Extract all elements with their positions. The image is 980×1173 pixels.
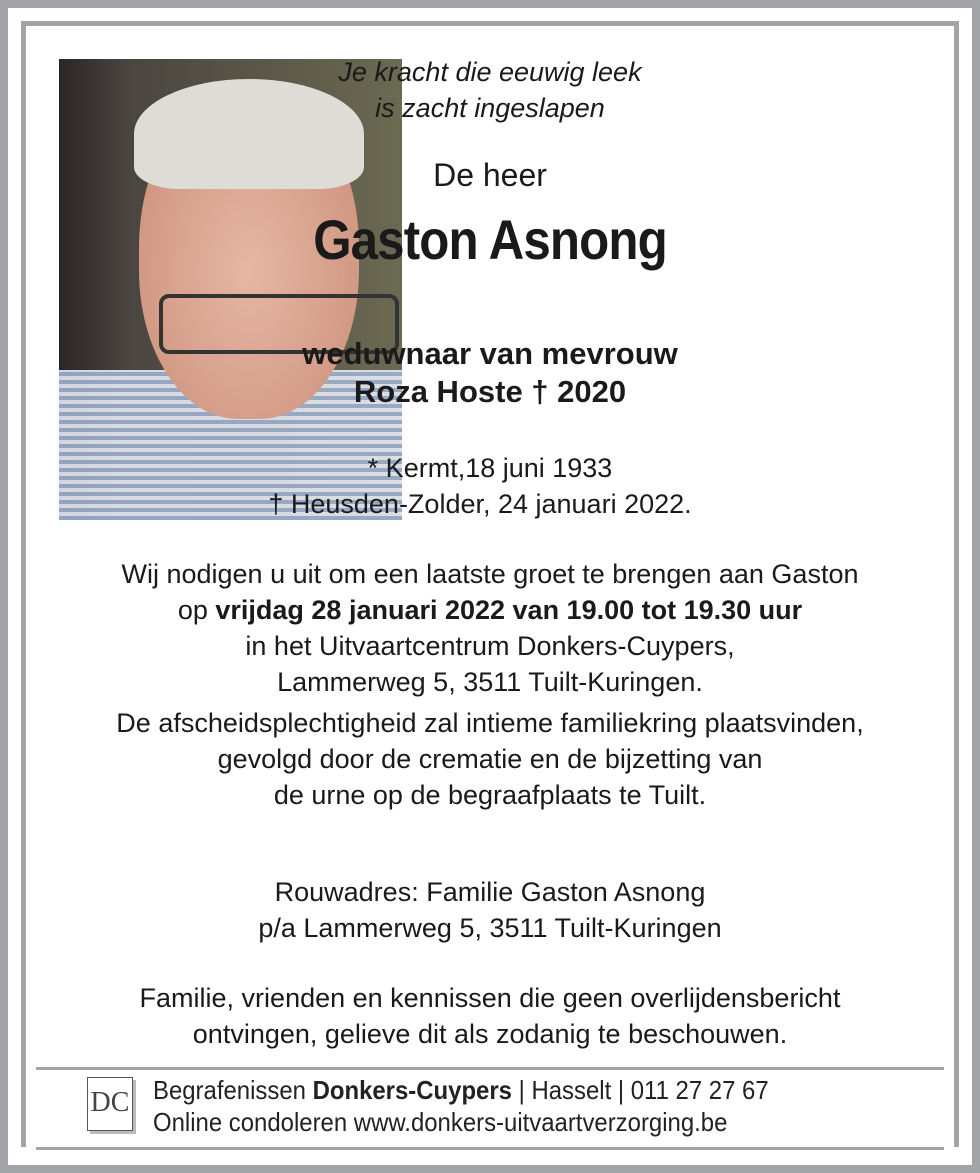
quote-line: is zacht ingeslapen [375,93,605,123]
closing-line: ontvingen, gelieve dit als zodanig te beschouwen. [192,1019,788,1049]
address-line: Rouwadres: Familie Gaston Asnong [274,877,706,907]
divider [36,1147,944,1150]
ceremony-line: gevolgd door de crematie en de bijzetting van [217,744,763,774]
deceased-name: Gaston Asnong [313,208,667,271]
ceremony-line: De afscheidsplechtigheid zal intieme familiekring plaatsvinden, [116,708,864,738]
address-line: p/a Lammerweg 5, 3511 Tuilt-Kuringen [258,913,722,943]
invite-line: in het Uitvaartcentrum Donkers-Cuypers, [245,631,735,661]
ceremony [0,705,980,813]
spouse-name: Roza Hoste † 2020 [353,374,627,409]
widower-of [0,335,980,411]
birth: * Kermt,18 juni 1933 [367,453,613,483]
divider [36,1067,944,1070]
quote-line: Je kracht die eeuwig leek [338,57,642,87]
visit-time: vrijdag 28 januari 2022 van 19.00 tot 19.30 uur [215,595,803,625]
footer [153,1074,769,1138]
widower-line: weduwnaar van mevrouw [302,336,678,371]
ceremony-line: de urne op de begraafplaats te Tuilt. [273,780,707,810]
funeral-home-logo: DC [87,1077,133,1131]
title: De heer [433,157,547,193]
company-name: Donkers-Cuypers [312,1075,512,1105]
footer-prefix: Begrafenissen [153,1075,313,1105]
quote [0,54,980,126]
dates [0,450,980,522]
condolence-link[interactable]: Online condoleren www.donkers-uitvaartverzorging.be [153,1107,728,1137]
invite-line [0,592,980,628]
death: † Heusden-Zolder, 24 januari 2022. [268,489,692,519]
closing-line: Familie, vrienden en kennissen die geen overlijdensbericht [139,983,841,1013]
closing [0,980,980,1052]
footer-contact: | Hasselt | 011 27 27 67 [511,1075,769,1105]
invitation [0,556,980,700]
address [0,874,980,946]
invite-prefix: op [177,595,216,625]
invite-line: Wij nodigen u uit om een laatste groet te brengen aan Gaston [121,559,859,589]
invite-line: Lammerweg 5, 3511 Tuilt-Kuringen. [277,667,703,697]
